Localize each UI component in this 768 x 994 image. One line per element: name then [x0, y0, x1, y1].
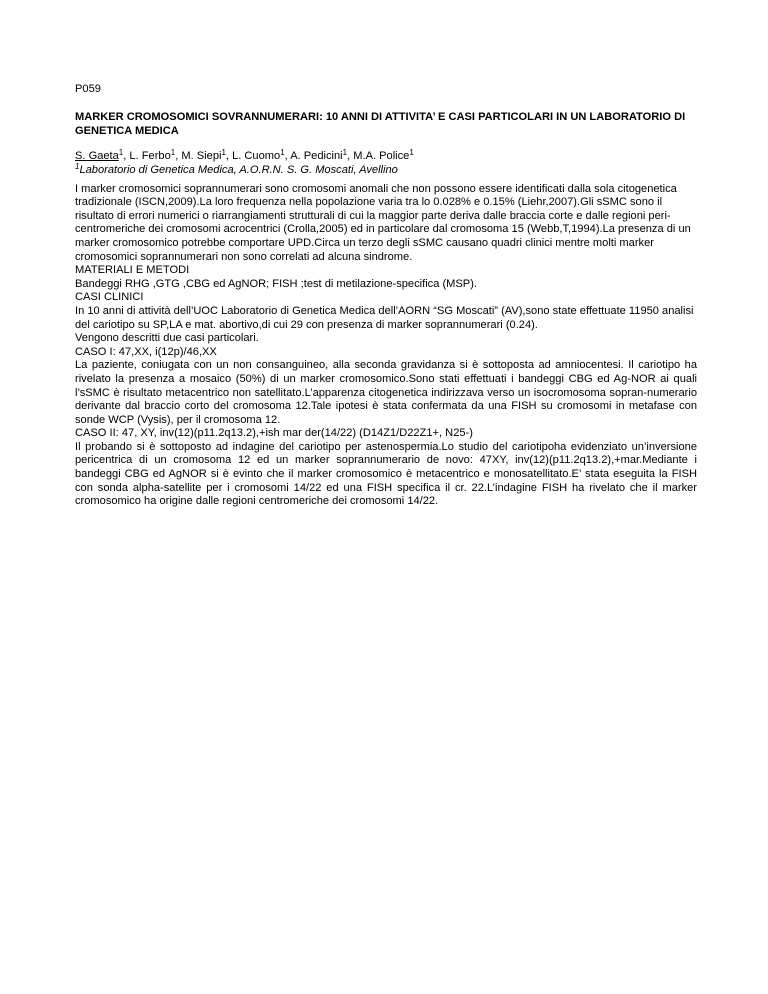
author: M. Siepi$^1$,	[181, 147, 233, 162]
abstract-page	[75, 83, 697, 509]
author-list	[75, 149, 697, 163]
cases-intro-line: Vengono descritti due casi particolari.	[75, 332, 259, 345]
case-two-heading: CASO II: 47, XY, inv(12)(p11.2q13.2),+ish mar der(14/22) (D14Z1/D22Z1+, N25-)	[75, 427, 473, 440]
section-heading-methods: MATERIALI E METODI	[75, 264, 190, 277]
abstract-body	[75, 183, 697, 509]
cases-paragraph: In 10 anni di attività dell’UOC Laboratorio di Genetica Medica dell’AORN “SG Moscati” (AV),sono state effettuate 11950 analisi del cariotipo su SP,LA e mat. abortivo,di cui 29 con presenza di marker soprannumerari (0.24).	[75, 304, 694, 331]
author: L. Ferbo$^1$,	[129, 147, 182, 162]
affiliation: $^1$Laboratorio di Genetica Medica, A.O.R.N. S. G. Moscati, Avellino	[75, 161, 398, 176]
author: S. Gaeta$^1$,	[75, 147, 130, 162]
case-two-paragraph: Il probando si è sottoposto ad indagine del cariotipo per astenospermia.Lo studio del cariotipoha evidenziato un’inversione pericentrica di un cromosoma 12 ed un marker soprannumerario de novo: 47XY, inv(12)(p11.2q13.2),+mar.Mediante i bandeggi CBG ed AgNOR si è evinto che il marker cromosomico è metacentrico e monosatellitato.E’ stata eseguita la FISH con sonda alpha-satellite per i cromosomi 14/22 ed una FISH specifica il cr. 22.L’indagine FISH ha rivelato che il marker cromosomico ha origine dalle regioni centromeriche dei cromosomi 14/22.	[75, 440, 697, 508]
case-one-paragraph: La paziente, coniugata con un non consanguineo, alla seconda gravidanza si è sottoposta ad amniocentesi. Il cariotipo ha rivelato la presenza a mosaico (50%) di un marker cromosomico.Sono stati effettuati i bandeggi CBG ed Ag-NOR ai quali l’sSMC è risultato metacentrico non satellitato.L’apparenza citogenetica indirizzava verso un isocromosoma sopran-numerario derivante dal braccio corto del cromosoma 12.Tale ipotesi è stata confermata da una FISH su cromosomi in metafase con sonde WCP (Vysis), per il cromosoma 12.	[75, 359, 697, 426]
abstract-code: P059	[75, 83, 101, 95]
abstract-title: MARKER CROMOSOMICI SOVRANNUMERARI: 10 ANNI DI ATTIVITA’ E CASI PARTICOLARI IN UN LABORATORIO DI GENETICA MEDICA	[75, 110, 686, 137]
author: L. Cuomo$^1$,	[232, 147, 291, 162]
intro-paragraph: I marker cromosomici soprannumerari sono cromosomi anomali che non possono essere identificati dalla sola citogenetica tradizionale (ISCN,2009).La loro frequenza nella popolazione varia tra lo 0.028% e 0.15% (Liehr,2007).Gli sSMC sono il risultato di errori numerici o riarrangiamenti strutturali di cui la maggior parte deriva dalle braccia corte e dalle regioni peri-centromeriche dei cromosomi acrocentrici (Crolla,2005) ed in particolare dal cromosoma 15 (Webb,T,1994).La presenza di un marker cromosomico potrebbe comportare UPD.Circa un terzo degli sSMC causano quadri clinici mentre molti marker cromosomici soprannumerari non sono correlati ad alcuna sindrome.	[75, 182, 691, 263]
author: A. Pedicini$^1$,	[290, 147, 354, 162]
methods-paragraph: Bandeggi RHG ,GTG ,CBG ed AgNOR; FISH ;test di metilazione-specifica (MSP).	[75, 277, 477, 290]
section-heading-cases: CASI CLINICI	[75, 291, 144, 304]
case-one-heading: CASO I: 47,XX, i(12p)/46,XX	[75, 345, 217, 358]
author: M.A. Police$^1$	[353, 147, 414, 162]
